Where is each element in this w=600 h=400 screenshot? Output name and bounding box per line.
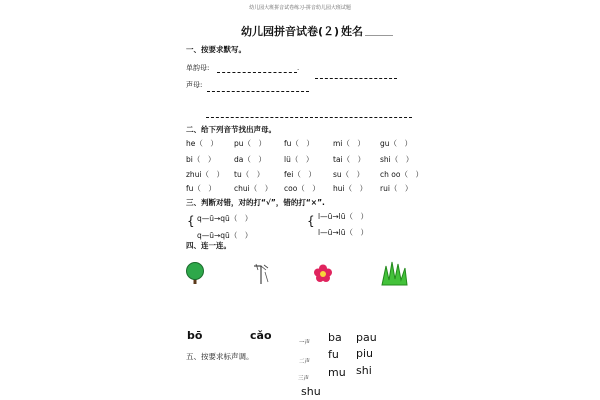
answer-line-danyun-2[interactable] bbox=[315, 78, 397, 79]
word-pau[interactable]: pau bbox=[356, 331, 377, 344]
grass-picture[interactable] bbox=[380, 260, 410, 286]
judge-item-4[interactable]: l—ū→lū（ ） bbox=[318, 228, 368, 237]
section3-heading: 三、判断对错，对的打“√”，错的打“×”. bbox=[186, 198, 325, 207]
judge-item-2[interactable]: q—ū→qū（ ） bbox=[197, 231, 253, 240]
tone-label-3: 三声 bbox=[298, 376, 310, 382]
syllable-cell[interactable]: coo（ ） bbox=[284, 184, 320, 193]
word-piu[interactable]: piu bbox=[356, 347, 374, 360]
syllable-cell[interactable]: he（ ） bbox=[186, 139, 218, 148]
pinyin-cao[interactable]: cǎo bbox=[250, 329, 272, 342]
syllable-cell[interactable]: chui（ ） bbox=[234, 184, 273, 193]
tone-label-2: 二声 bbox=[299, 359, 311, 365]
section2-heading: 二、给下列音节找出声母。 bbox=[186, 125, 276, 134]
syllable-cell[interactable]: zhui（ ） bbox=[186, 170, 225, 179]
syllable-cell[interactable]: bi（ ） bbox=[186, 155, 216, 164]
syllable-cell[interactable]: ch oo（ ） bbox=[380, 170, 423, 179]
syllable-cell[interactable]: su（ ） bbox=[333, 170, 365, 179]
section5-heading: 五、按要求标声调。 bbox=[186, 352, 254, 361]
answer-line-shengmu[interactable] bbox=[207, 91, 309, 92]
name-label: 姓名 bbox=[341, 25, 363, 38]
word-mu[interactable]: mu bbox=[328, 366, 346, 379]
syllable-cell[interactable]: pu（ ） bbox=[234, 139, 267, 148]
word-shi[interactable]: shi bbox=[356, 364, 372, 377]
section4-heading: 四、连一连。 bbox=[186, 241, 231, 250]
word-ba[interactable]: ba bbox=[328, 331, 342, 344]
label-danyun: 单韵母: bbox=[186, 64, 210, 72]
top-note: 幼儿园大班拼音试卷练习-拼音幼儿园大班试题 bbox=[249, 5, 351, 11]
syllable-cell[interactable]: da（ ） bbox=[234, 155, 266, 164]
label-shengmu: 声母: bbox=[186, 81, 203, 89]
flower-picture[interactable] bbox=[313, 264, 333, 282]
syllable-cell[interactable]: mi（ ） bbox=[333, 139, 365, 148]
right-brace: { bbox=[307, 214, 315, 228]
dot: . bbox=[297, 64, 300, 72]
left-brace: { bbox=[187, 214, 195, 228]
syllable-cell[interactable]: fu（ ） bbox=[186, 184, 216, 193]
syllable-cell[interactable]: gu（ ） bbox=[380, 139, 413, 148]
syllable-cell[interactable]: shi（ ） bbox=[380, 155, 414, 164]
answer-line-shengmu-2[interactable] bbox=[206, 117, 412, 118]
slope-picture[interactable] bbox=[252, 262, 278, 288]
judge-item-3[interactable]: l—ū→lū（ ） bbox=[318, 212, 368, 221]
syllable-cell[interactable]: tai（ ） bbox=[333, 155, 366, 164]
page-title: 幼儿园拼音试卷(２) bbox=[241, 25, 340, 38]
syllable-cell[interactable]: fei（ ） bbox=[284, 170, 316, 179]
tree-crown bbox=[187, 263, 204, 280]
pinyin-bo[interactable]: bō bbox=[187, 329, 203, 342]
name-line[interactable] bbox=[365, 35, 393, 36]
tone-label-1: 一声 bbox=[299, 340, 311, 346]
syllable-cell[interactable]: hui（ ） bbox=[333, 184, 368, 193]
word-fu[interactable]: fu bbox=[328, 348, 339, 361]
syllable-cell[interactable]: fu（ ） bbox=[284, 139, 314, 148]
word-shu[interactable]: shu bbox=[301, 385, 321, 398]
section1-heading: 一、按要求默写。 bbox=[186, 45, 246, 54]
syllable-cell[interactable]: lü（ ） bbox=[284, 155, 314, 164]
tree-picture[interactable] bbox=[184, 261, 206, 285]
syllable-cell[interactable]: rui（ ） bbox=[380, 184, 413, 193]
judge-item-1[interactable]: q—ū→qū（ ） bbox=[197, 214, 253, 223]
answer-line-danyun[interactable] bbox=[217, 72, 297, 73]
syllable-cell[interactable]: tu（ ） bbox=[234, 170, 265, 179]
